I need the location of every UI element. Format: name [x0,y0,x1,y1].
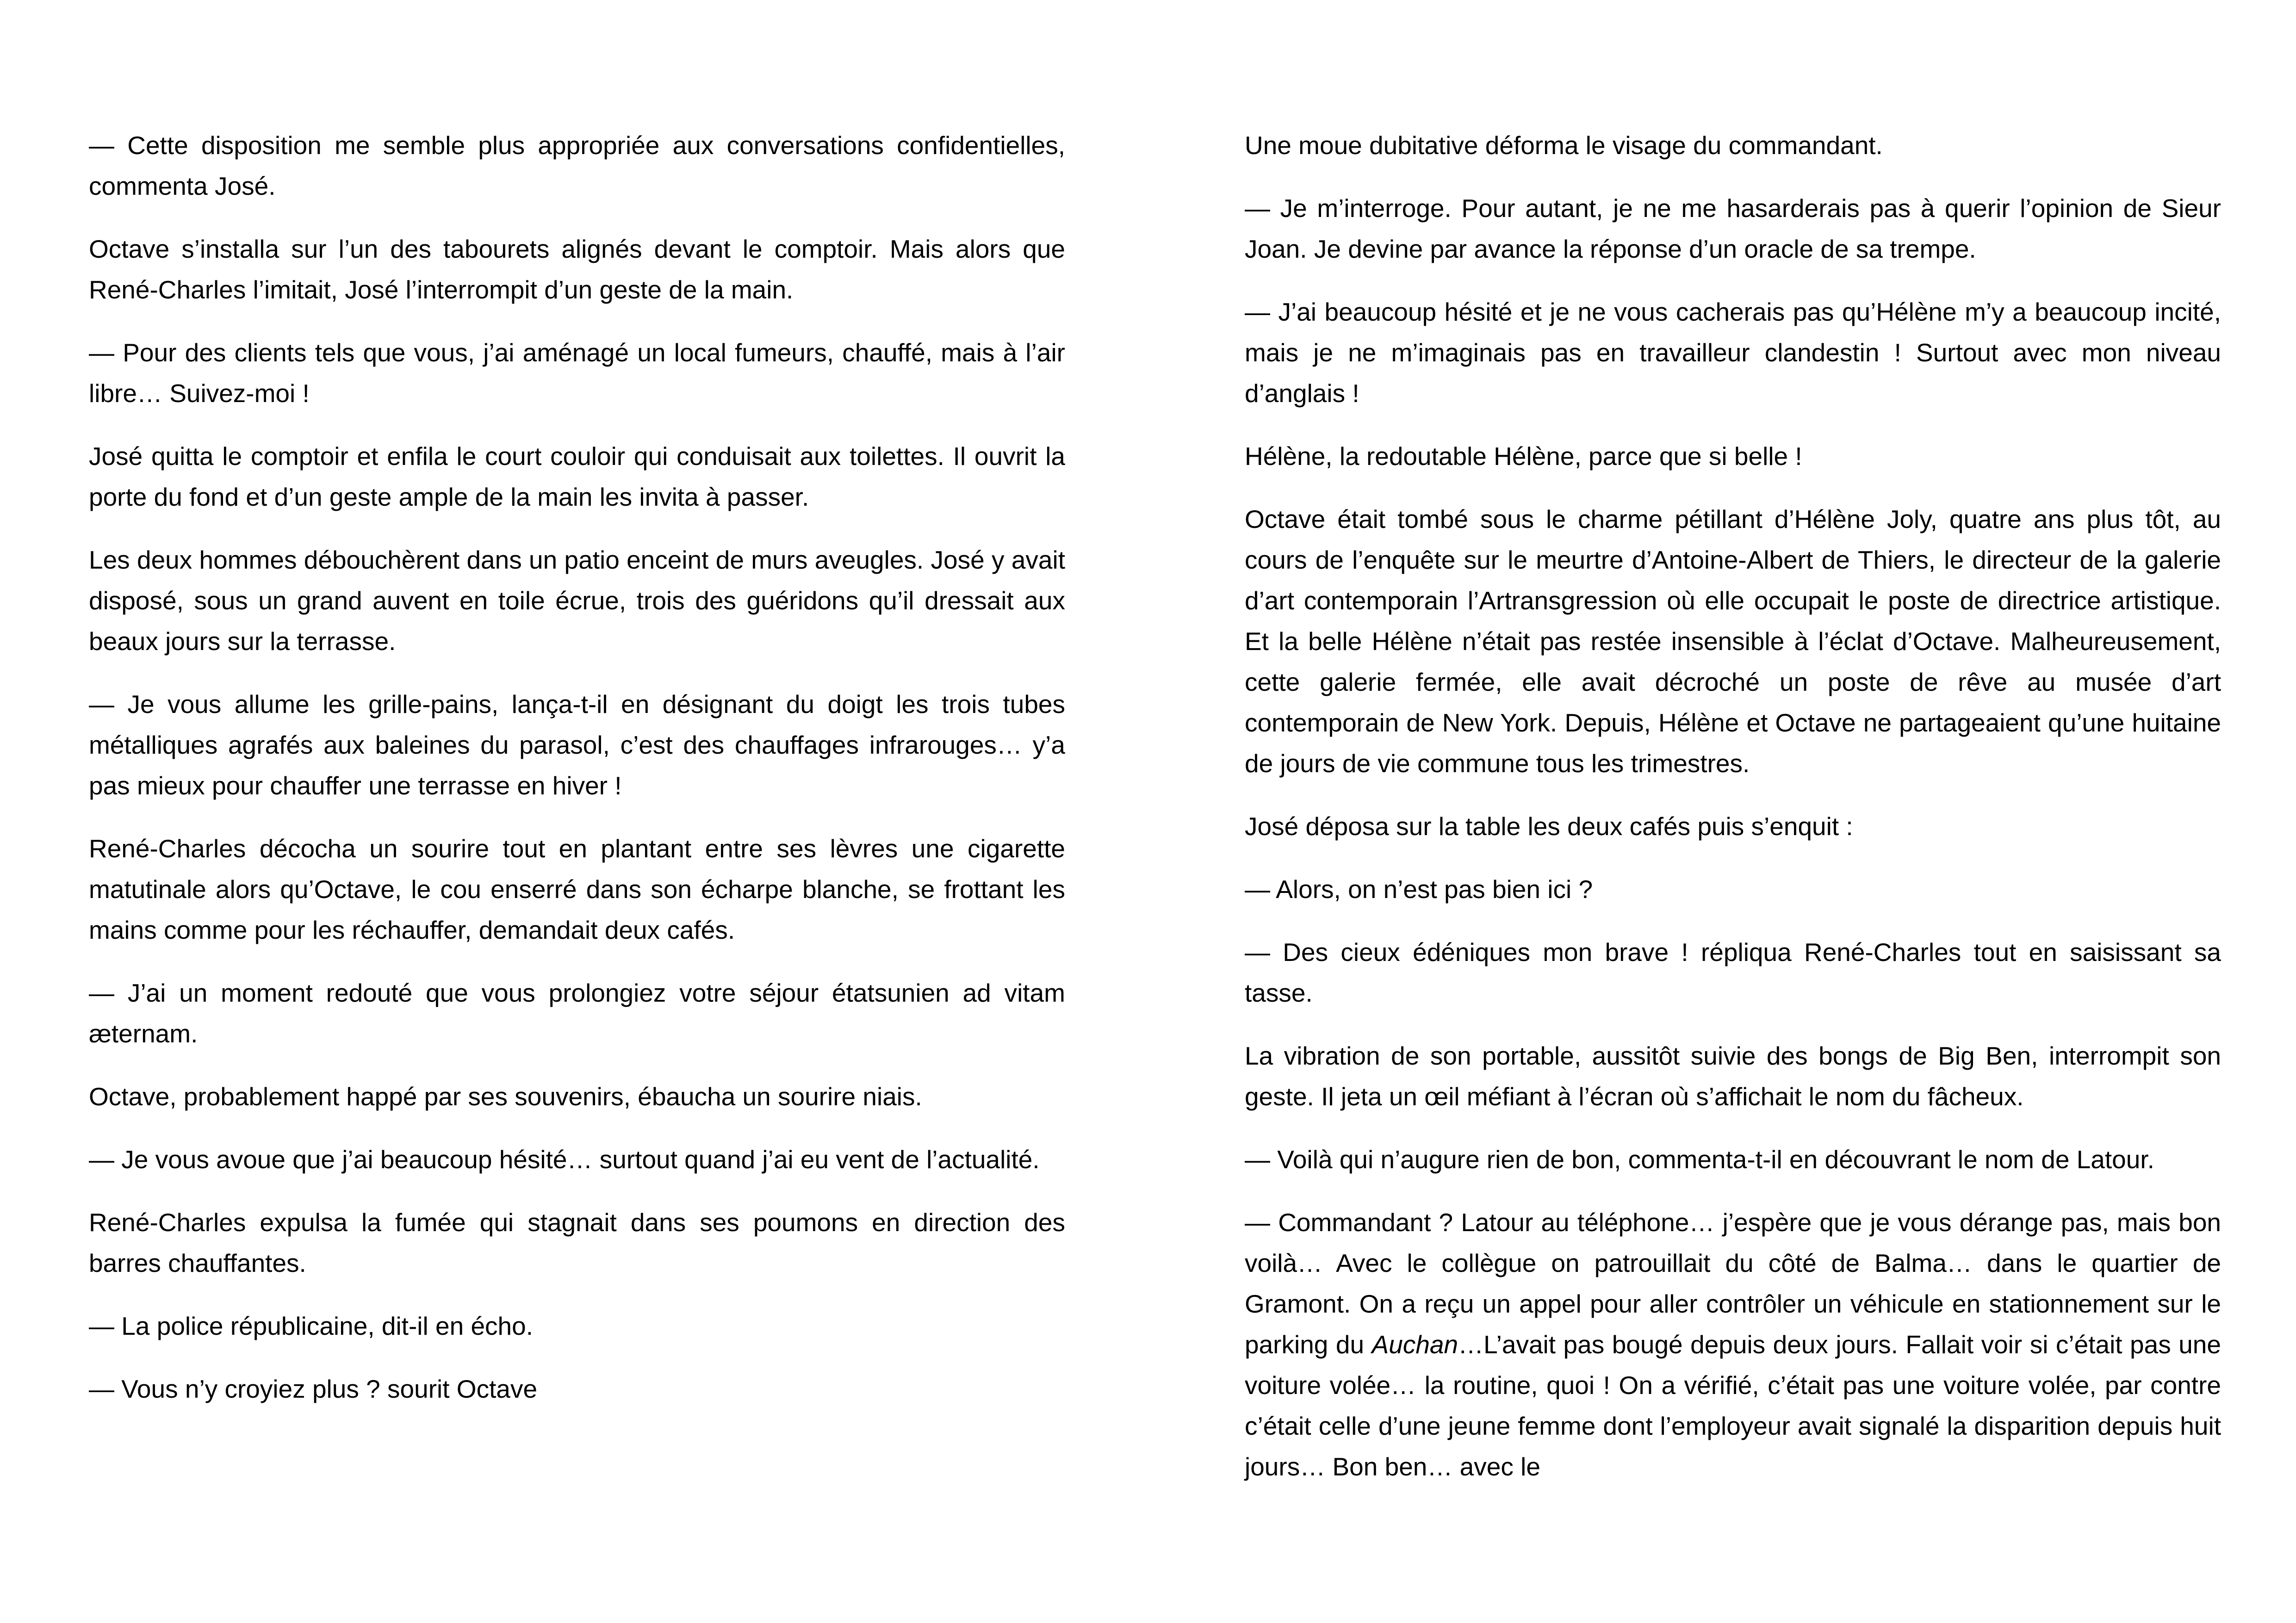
paragraph: — Alors, on n’est pas bien ici ? [1245,875,1593,904]
paragraph-last [1245,1202,2221,1487]
paragraph: La vibration de son portable, aussitôt suivie des bongs de Big Ben, interrompit son geste. Il jeta un œil méfiant à l’écran où s’affichait le nom du fâcheux. [1245,1041,2221,1111]
paragraph: Octave, probablement happé par ses souvenirs, ébaucha un sourire niais. [89,1082,922,1111]
paragraph: — Je vous avoue que j’ai beaucoup hésité… surtout quand j’ai eu vent de l’actualité. [89,1145,1040,1174]
text-run: …L’avait pas bougé depuis deux jours. Fallait voir si c’était pas une voiture volée… la routine, quoi ! On a vérifié, c’était pas une voiture volée, par contre c’était celle d’une jeune femme dont l’employeur avait signalé la disparition depuis huit jours… Bon ben… avec le [1245,1330,2221,1481]
text-run: — Commandant ? Latour au téléphone… j’espère que je vous dérange pas, mais bon voilà… Avec le collègue on patrouillait du côté de Balma… dans le quartier de Gramont. On a reçu un appel pour aller contrôler un véhicule en stationnement sur le parking du [1245,1208,2221,1359]
paragraph: — Pour des clients tels que vous, j’ai aménagé un local fumeurs, chauffé, mais à l’air libre… Suivez-moi ! [89,338,1065,408]
paragraph: — J’ai un moment redouté que vous prolongiez votre séjour étatsunien ad vitam æternam. [89,979,1065,1048]
paragraph: René-Charles expulsa la fumée qui stagnait dans ses poumons en direction des barres chauffantes. [89,1208,1065,1277]
paragraph: José déposa sur la table les deux cafés puis s’enquit : [1245,812,1853,841]
paragraph: Une moue dubitative déforma le visage du commandant. [1245,131,1883,160]
paragraph: José quitta le comptoir et enfila le court couloir qui conduisait aux toilettes. Il ouvrit la porte du fond et d’un geste ample de la main les invita à passer. [89,442,1065,511]
paragraph: — Cette disposition me semble plus appropriée aux conversations confidentielles, commenta José. [89,131,1065,200]
paragraph: Octave s’installa sur l’un des tabourets alignés devant le comptoir. Mais alors que René-Charles l’imitait, José l’interrompit d’un geste de la main. [89,235,1065,304]
paragraph: — La police républicaine, dit-il en écho. [89,1312,534,1340]
paragraph: — J’ai beaucoup hésité et je ne vous cacherais pas qu’Hélène m’y a beaucoup incité, mais je ne m’imaginais pas en travailleur clandestin ! Surtout avec mon niveau d’anglais ! [1245,297,2221,408]
paragraph: Les deux hommes débouchèrent dans un patio enceint de murs aveugles. José y avait disposé, sous un grand auvent en toile écrue, trois des guéridons qu’il dressait aux beaux jours sur la terrasse. [89,545,1065,656]
paragraph: — Des cieux édéniques mon brave ! répliqua René-Charles tout en saisissant sa tasse. [1245,938,2221,1007]
paragraph: — Vous n’y croyiez plus ? sourit Octave [89,1375,538,1403]
paragraph: — Voilà qui n’augure rien de bon, commenta-t-il en découvrant le nom de Latour. [1245,1145,2154,1174]
paragraph: Octave était tombé sous le charme pétillant d’Hélène Joly, quatre ans plus tôt, au cours de l’enquête sur le meurtre d’Antoine-Albert de Thiers, le directeur de la galerie d’art contemporain l’Artransgression où elle occupait le poste de directrice artistique. Et la belle Hélène n’était pas restée insensible à l’éclat d’Octave. Malheureusement, cette galerie fermée, elle avait décroché un poste de rêve au musée d’art contemporain de New York. Depuis, Hélène et Octave ne partageaient qu’une huitaine de jours de vie commune tous les trimestres. [1245,505,2221,778]
paragraph: — Je vous allume les grille-pains, lança-t-il en désignant du doigt les trois tubes métalliques agrafés aux baleines du parasol, c’est des chauffages infrarouges… y’a pas mieux pour chauffer une terrasse en hiver ! [89,690,1065,800]
paragraph: Hélène, la redoutable Hélène, parce que si belle ! [1245,442,1802,471]
right-page [1245,125,2221,1509]
italic-text-run: Auchan [1371,1330,1458,1359]
left-page [89,125,1065,1431]
paragraph: René-Charles décocha un sourire tout en plantant entre ses lèvres une cigarette matutinale alors qu’Octave, le cou enserré dans son écharpe blanche, se frottant les mains comme pour les réchauffer, demandait deux cafés. [89,834,1065,944]
paragraph: — Je m’interroge. Pour autant, je ne me hasarderais pas à querir l’opinion de Sieur Joan. Je devine par avance la réponse d’un oracle de sa trempe. [1245,194,2221,263]
